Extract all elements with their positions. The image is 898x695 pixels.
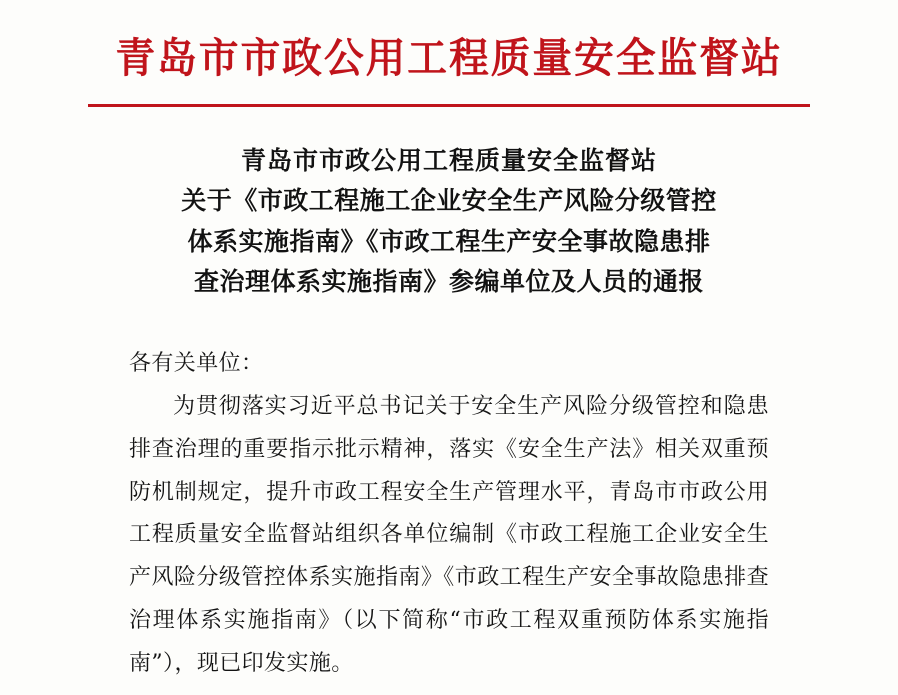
document-body <box>129 343 769 686</box>
document-title-line-1: 青岛市市政公用工程质量安全监督站 <box>240 145 657 175</box>
letterhead-organization: 青岛市市政公用工程质量安全监督站 <box>115 34 783 82</box>
salutation: 各有关单位： <box>129 350 264 376</box>
letterhead <box>0 0 898 107</box>
document-title-line-4: 查治理体系实施指南》参编单位及人员的通报 <box>193 267 704 297</box>
letterhead-divider <box>88 104 810 107</box>
body-paragraph-1: 为贯彻落实习近平总书记关于安全生产风险分级管控和隐患排查治理的重要指示批示精神，落实《安全生产法》相关双重预防机制规定，提升市政工程安全生产管理水平，青岛市市政公用工程质量安全监督站组织各单位编制《市政工程施工企业安全生产风险分级管控体系实施指南》《市政工程生产安全事故隐患排查治理体系实施指南》（以下简称“市政工程双重预防体系实施指南”），现已印发实施。 <box>129 393 769 677</box>
document-title-line-2: 关于《市政工程施工企业安全生产风险分级管控 <box>181 186 717 216</box>
document-title-line-3: 体系实施指南》《市政工程生产安全事故隐患排 <box>187 226 711 256</box>
document-title <box>129 141 769 303</box>
